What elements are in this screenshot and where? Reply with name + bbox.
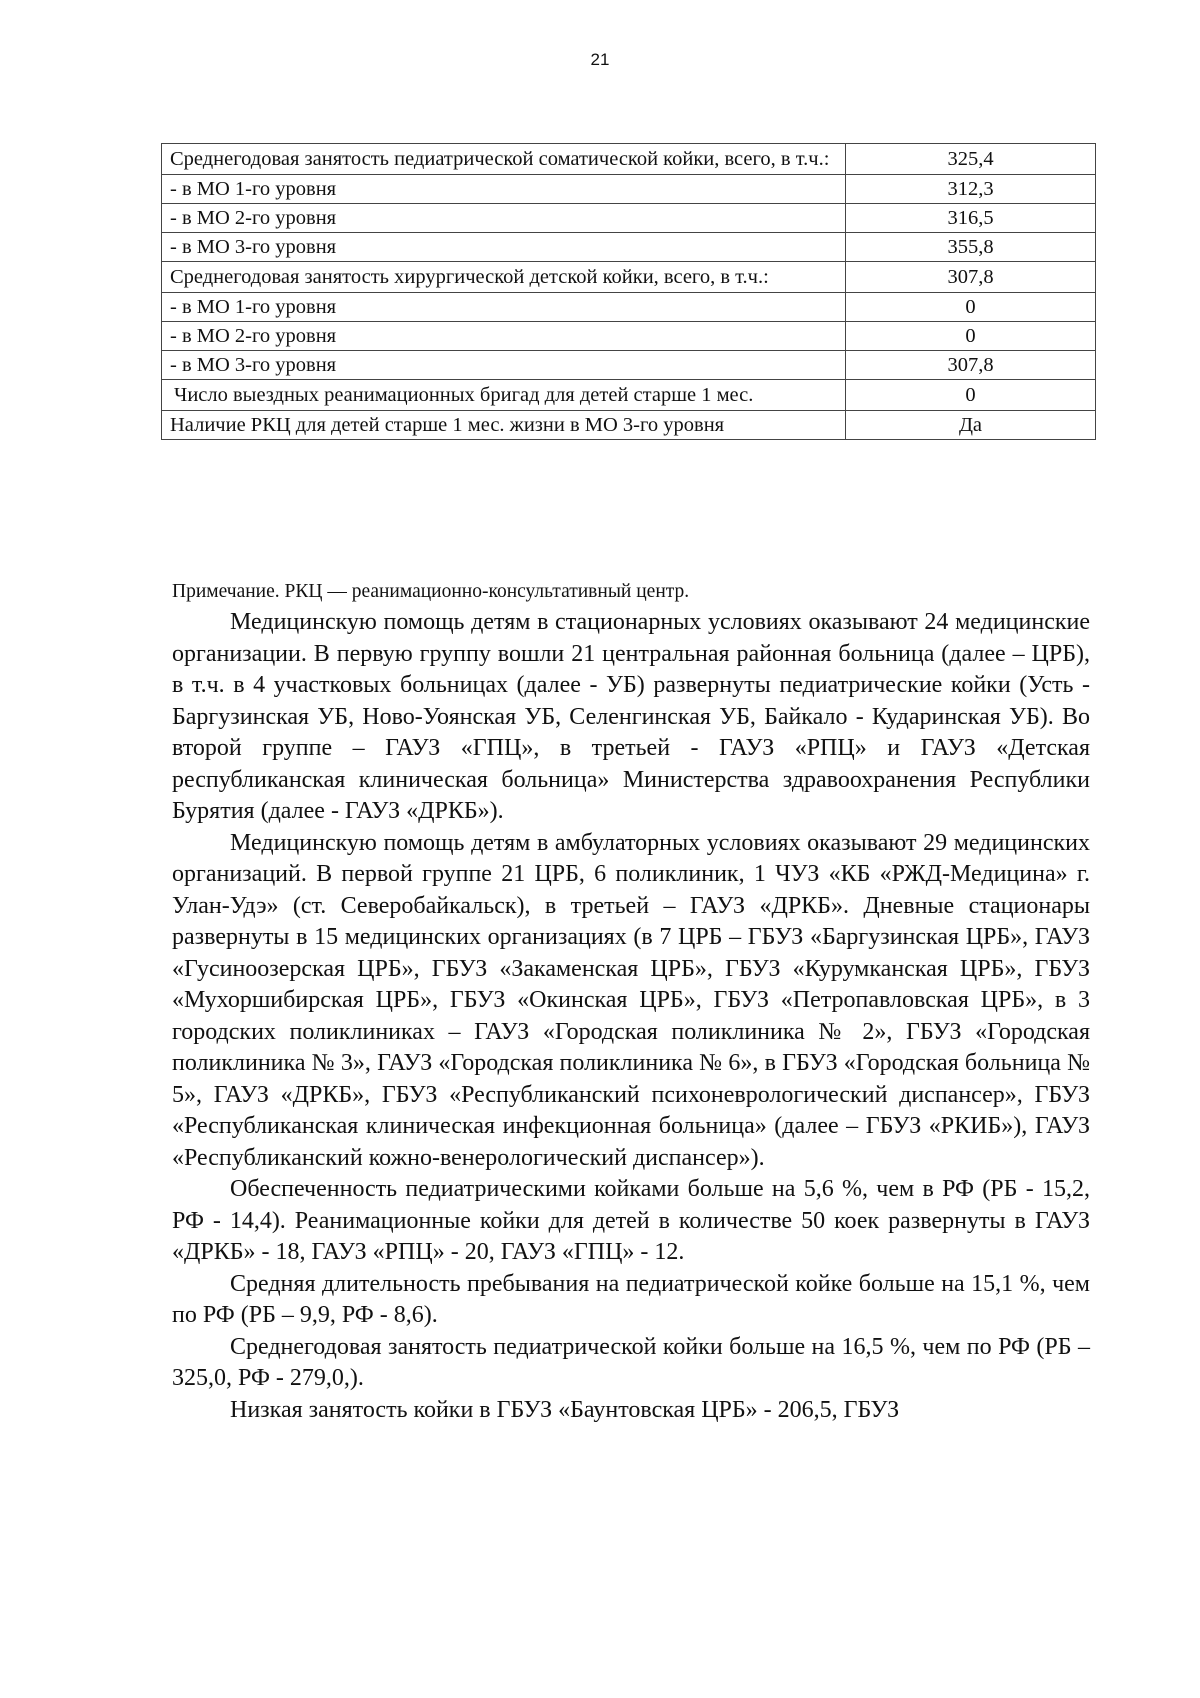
- table-cell-label: Наличие РКЦ для детей старше 1 мес. жизни в МО 3-го уровня: [162, 411, 846, 440]
- table-row: [162, 262, 1096, 293]
- table-cell-value: 0: [846, 380, 1096, 411]
- table-cell-value: 0: [846, 293, 1096, 322]
- table-cell-label: Число выездных реанимационных бригад для детей старше 1 мес.: [162, 380, 846, 411]
- paragraph: Обеспеченность педиатрическими койками больше на 5,6 %, чем в РФ (РБ - 15,2, РФ - 14,4). Реанимационные койки для детей в количестве 50 коек развернуты в ГАУЗ «ДРКБ» - 18, ГАУЗ «РПЦ» - 20, ГАУЗ «ГПЦ» - 12.: [172, 1176, 1090, 1265]
- document-body: [172, 607, 1090, 1426]
- table-row: [162, 293, 1096, 322]
- table-cell-value: 0: [846, 322, 1096, 351]
- paragraph: Средняя длительность пребывания на педиатрической койке больше на 15,1 %, чем по РФ (РБ – 9,9, РФ - 8,6).: [172, 1270, 1090, 1328]
- table-cell-label: - в МО 1-го уровня: [162, 175, 846, 204]
- table-cell-label: - в МО 3-го уровня: [162, 233, 846, 262]
- table-cell-value: 312,3: [846, 175, 1096, 204]
- paragraph: Медицинскую помощь детям в стационарных условиях оказывают 24 медицинские организации. В первую группу вошли 21 центральная районная больница (далее – ЦРБ), в т.ч. в 4 участковых больницах (далее - УБ) развернуты педиатрические койки (Усть - Баргузинская УБ, Ново-Уоянская УБ, Селенгинская УБ, Байкало - Кударинская УБ). Во второй группе – ГАУЗ «ГПЦ», в третьей - ГАУЗ «РПЦ» и ГАУЗ «Детская республиканская клиническая больница» Министерства здравоохранения Республики Бурятия (далее - ГАУЗ «ДРКБ»).: [172, 609, 1090, 824]
- table-cell-label: - в МО 2-го уровня: [162, 322, 846, 351]
- table-cell-value: 316,5: [846, 204, 1096, 233]
- table-cell-label: Среднегодовая занятость педиатрической соматической койки, всего, в т.ч.:: [162, 144, 846, 175]
- table-cell-label: Среднегодовая занятость хирургической детской койки, всего, в т.ч.:: [162, 262, 846, 293]
- table-cell-label: - в МО 1-го уровня: [162, 293, 846, 322]
- paragraph: Низкая занятость койки в ГБУЗ «Баунтовская ЦРБ» - 206,5, ГБУЗ: [230, 1396, 900, 1423]
- table-row: [162, 380, 1096, 411]
- table-cell-value: 355,8: [846, 233, 1096, 262]
- table-row: [162, 411, 1096, 440]
- table-cell-value: Да: [846, 411, 1096, 440]
- bed-occupancy-table: [161, 143, 1096, 440]
- paragraph: Среднегодовая занятость педиатрической койки больше на 16,5 %, чем по РФ (РБ – 325,0, РФ - 279,0,).: [172, 1333, 1090, 1391]
- table-cell-value: 325,4: [846, 144, 1096, 175]
- table-row: [162, 233, 1096, 262]
- table-note: Примечание. РКЦ — реанимационно-консультативный центр.: [172, 581, 690, 602]
- table-row: [162, 144, 1096, 175]
- table-row: [162, 351, 1096, 380]
- table-row: [162, 322, 1096, 351]
- paragraph: Медицинскую помощь детям в амбулаторных условиях оказывают 29 медицинских организаций. В первой группе 21 ЦРБ, 6 поликлиник, 1 ЧУЗ «КБ «РЖД-Медицина» г. Улан-Удэ» (ст. Северобайкальск), в третьей – ГАУЗ «ДРКБ». Дневные стационары развернуты в 15 медицинских организациях (в 7 ЦРБ – ГБУЗ «Баргузинская ЦРБ», ГАУЗ «Гусиноозерская ЦРБ», ГБУЗ «Закаменская ЦРБ», ГБУЗ «Курумканская ЦРБ», ГБУЗ «Мухоршибирская ЦРБ», ГБУЗ «Окинская ЦРБ», ГБУЗ «Петропавловская ЦРБ», в 3 городских поликлиниках – ГАУЗ «Городская поликлиника № 2», ГБУЗ «Городская поликлиника № 3», ГАУЗ «Городская поликлиника № 6», в ГБУЗ «Городская больница № 5», ГАУЗ «ДРКБ», ГБУЗ «Республиканский психоневрологический диспансер», ГБУЗ «Республиканская клиническая инфекционная больница» (далее – ГБУЗ «РКИБ»), ГАУЗ «Республиканский кожно-венерологический диспансер»).: [172, 829, 1090, 1171]
- table-cell-value: 307,8: [846, 262, 1096, 293]
- table-cell-value: 307,8: [846, 351, 1096, 380]
- table-row: [162, 204, 1096, 233]
- table-cell-label: - в МО 3-го уровня: [162, 351, 846, 380]
- table-cell-label: - в МО 2-го уровня: [162, 204, 846, 233]
- table-row: [162, 175, 1096, 204]
- page-number: 21: [590, 50, 610, 69]
